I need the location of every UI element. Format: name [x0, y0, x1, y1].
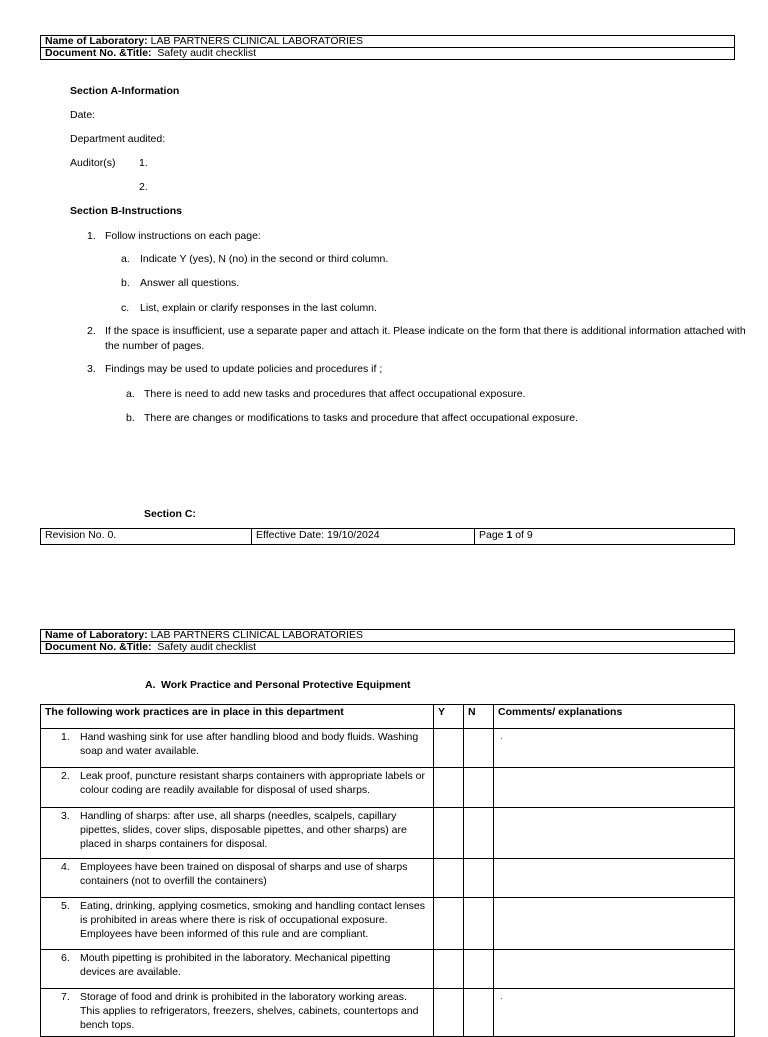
- document-header-page-1: [40, 35, 735, 60]
- work-practice-checklist: [40, 704, 735, 1037]
- instruction-2-text: If the space is insufficient, use a separate paper and attach it. Please indicate on the form that there is additional information attached with: [105, 325, 746, 337]
- department-label: Department audited:: [70, 133, 166, 145]
- lab-name-row: [41, 36, 734, 47]
- comment-cell[interactable]: [494, 898, 735, 950]
- comment-cell[interactable]: [494, 768, 735, 808]
- instruction-1-number: 1.: [87, 230, 96, 242]
- instruction-3b-letter: b.: [126, 412, 135, 424]
- effective-date: Effective Date: 19/10/2024: [252, 529, 475, 544]
- practice-cell: [41, 989, 434, 1037]
- document-title-value: Safety audit checklist: [157, 641, 257, 653]
- yes-cell[interactable]: [434, 808, 464, 859]
- auditors-label: Auditor(s): [70, 157, 116, 169]
- table-row: [41, 729, 735, 768]
- practice-text: Employees have been trained on disposal of sharps and use of sharps containers (not to overfill the containers): [80, 861, 408, 887]
- instruction-1a-text: Indicate Y (yes), N (no) in the second or third column.: [140, 253, 389, 265]
- page-prefix: Page: [479, 529, 507, 541]
- table-row: [41, 808, 735, 859]
- table-row: [41, 989, 735, 1037]
- yes-cell[interactable]: [434, 859, 464, 898]
- column-header-comments: Comments/ explanations: [494, 705, 735, 729]
- row-number: 3.: [61, 810, 70, 822]
- column-header-yes: Y: [434, 705, 464, 729]
- practice-cell: [41, 859, 434, 898]
- practice-text: Eating, drinking, applying cosmetics, smoking and handling contact lenses is prohibited in areas where there is risk of occupational exposure. Employees have been informed of this rule and are compliant.: [80, 900, 425, 940]
- practice-text: Storage of food and drink is prohibited in the laboratory working areas. This applies to refrigerators, freezers, shelves, cabinets, countertops and bench tops.: [80, 991, 419, 1031]
- work-practice-heading: Work Practice and Personal Protective Equipment: [161, 679, 411, 691]
- comment-cell[interactable]: .: [494, 989, 735, 1037]
- comment-cell[interactable]: [494, 859, 735, 898]
- page-footer: [40, 528, 735, 545]
- auditor-2-number: 2.: [139, 181, 148, 193]
- no-cell[interactable]: [464, 729, 494, 768]
- document-title-row: [41, 47, 734, 59]
- instruction-1b-text: Answer all questions.: [140, 277, 240, 289]
- instruction-3b-text: There are changes or modifications to tasks and procedure that affect occupational exposure.: [144, 412, 579, 424]
- revision-number: Revision No. 0.: [41, 529, 252, 544]
- table-row: [41, 859, 735, 898]
- instruction-1c-text: List, explain or clarify responses in the last column.: [140, 302, 377, 314]
- row-number: 5.: [61, 900, 70, 912]
- yes-cell[interactable]: [434, 989, 464, 1037]
- instruction-2-number: 2.: [87, 325, 96, 337]
- section-b-heading: Section B-Instructions: [70, 205, 183, 217]
- work-practice-letter: A.: [145, 679, 156, 691]
- practice-cell: [41, 729, 434, 768]
- instruction-3-number: 3.: [87, 363, 96, 375]
- lab-name-label: Name of Laboratory:: [45, 36, 148, 47]
- document-header-page-2: [40, 629, 735, 654]
- page-current: 1: [506, 529, 513, 541]
- practice-cell: [41, 768, 434, 808]
- row-number: 1.: [61, 731, 70, 743]
- no-cell[interactable]: [464, 808, 494, 859]
- instruction-1b-letter: b.: [121, 277, 130, 289]
- yes-cell[interactable]: [434, 729, 464, 768]
- instruction-1-text: Follow instructions on each page:: [105, 230, 261, 242]
- document-title-label: Document No. &Title:: [45, 641, 152, 653]
- no-cell[interactable]: [464, 768, 494, 808]
- instruction-3a-text: There is need to add new tasks and procedures that affect occupational exposure.: [144, 388, 526, 400]
- document-title-value: Safety audit checklist: [157, 47, 257, 59]
- column-header-no: N: [464, 705, 494, 729]
- date-label: Date:: [70, 109, 96, 121]
- lab-name-value: LAB PARTNERS CLINICAL LABORATORIES: [150, 630, 364, 641]
- no-cell[interactable]: [464, 859, 494, 898]
- yes-cell[interactable]: [434, 950, 464, 989]
- instruction-1c-letter: c.: [121, 302, 130, 314]
- section-c-heading: Section C:: [144, 508, 196, 520]
- no-cell[interactable]: [464, 950, 494, 989]
- practice-text: Hand washing sink for use after handling blood and body fluids. Washing soap and water available.: [80, 731, 419, 757]
- instruction-2-text-continued: the number of pages.: [105, 340, 205, 352]
- instruction-1a-letter: a.: [121, 253, 130, 265]
- yes-cell[interactable]: [434, 898, 464, 950]
- table-row: [41, 768, 735, 808]
- page-number: [475, 529, 734, 544]
- table-header-row: [41, 705, 735, 729]
- table-row: [41, 898, 735, 950]
- practice-cell: [41, 898, 434, 950]
- practice-cell: [41, 950, 434, 989]
- row-number: 7.: [61, 991, 70, 1003]
- yes-cell[interactable]: [434, 768, 464, 808]
- comment-cell[interactable]: [494, 950, 735, 989]
- column-header-practice: The following work practices are in place in this department: [41, 705, 434, 729]
- auditor-1-number: 1.: [139, 157, 148, 169]
- lab-name-row: [41, 630, 734, 641]
- lab-name-label: Name of Laboratory:: [45, 630, 148, 641]
- comment-cell[interactable]: .: [494, 729, 735, 768]
- document-title-row: [41, 641, 734, 653]
- no-cell[interactable]: [464, 898, 494, 950]
- practice-cell: [41, 808, 434, 859]
- page-suffix: of 9: [512, 529, 533, 541]
- table-row: [41, 950, 735, 989]
- practice-text: Handling of sharps: after use, all sharps (needles, scalpels, capillary pipettes, slides, cover slips, disposable pipettes, and other sharps) are placed in sharps containers for disposal.: [80, 810, 407, 850]
- no-cell[interactable]: [464, 989, 494, 1037]
- comment-cell[interactable]: [494, 808, 735, 859]
- row-number: 4.: [61, 861, 70, 873]
- practice-text: Leak proof, puncture resistant sharps containers with appropriate labels or colour coding are readily available for disposal of used sharps.: [80, 770, 425, 796]
- row-number: 6.: [61, 952, 70, 964]
- row-number: 2.: [61, 770, 70, 782]
- instruction-3a-letter: a.: [126, 388, 135, 400]
- practice-text: Mouth pipetting is prohibited in the laboratory. Mechanical pipetting devices are available.: [80, 952, 391, 978]
- section-a-heading: Section A-Information: [70, 85, 180, 97]
- lab-name-value: LAB PARTNERS CLINICAL LABORATORIES: [150, 36, 364, 47]
- document-title-label: Document No. &Title:: [45, 47, 152, 59]
- instruction-3-text: Findings may be used to update policies and procedures if ;: [105, 363, 383, 375]
